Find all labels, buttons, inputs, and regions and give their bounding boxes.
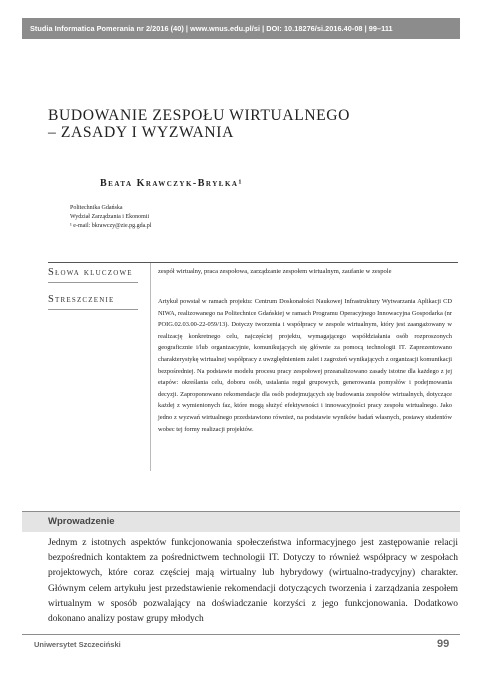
journal-header: Studia Informatica Pomerania nr 2/2016 (40) | www.wnus.edu.pl/si | DOI: 10.18276/si.2016.40-08 | 99–111 — [22, 18, 460, 39]
abstract-label-rule — [48, 309, 138, 310]
section-body-text: Jednym z istotnych aspektów funkcjonowania społeczeństwa informacyjnego jest zastępowanie relacji bezpośrednich kontaktem za pośrednictwem technologii IT. Dotyczy to również współpracy w zespołach projektowych, które coraz częściej mają wirtualny lub hybrydowy (wirtualno-tradycyjny) charakter. Głównym celem artykułu jest przedstawienie rekomendacji dotyczących tworzenia i zarządzania zespołem wirtualnym w sposób pozwalający na doświadczanie korzyści z jego funkcjonowania. Dodatkowo dokonano analizy postaw grupy młodych — [48, 538, 458, 625]
column-divider — [150, 263, 151, 471]
keywords-label-rule — [48, 282, 138, 283]
affiliation-faculty: Wydział Zarządzania i Ekonomii — [70, 214, 150, 220]
section-title: Wprowadzenie — [48, 516, 115, 527]
keywords-top-rule — [48, 262, 458, 263]
article-title-line-2: – ZASADY I WYZWANIA — [48, 124, 234, 141]
affiliation-university: Politechnika Gdańska — [70, 205, 123, 211]
keywords-text: zespół wirtualny, praca zespołowa, zarządzanie zespołem wirtualnym, zaufanie w zespole — [158, 268, 392, 275]
footer-rule — [22, 634, 460, 635]
affiliation-email: ¹ e-mail: bkrawczy@zie.pg.gda.pl — [70, 223, 152, 229]
keywords-label: Słowa kluczowe — [48, 267, 133, 278]
footer-publisher: Uniwersytet Szczeciński — [34, 640, 121, 649]
author-name: Beata Krawczyk-Bryłka¹ — [100, 178, 243, 189]
abstract-text: Artykuł powstał w ramach projektu: Centrum Doskonałości Naukowej Infrastruktury Wytwarzania Aplikacji CD NIWA, realizowanego na Politechnice Gdańskiej w ramach Programu Operacyjnego Innowacyjna Gospodarka (nr POIG.02.03.00-22-059/13). Dotyczy tworzenia i współpracy w zespole wirtualnym, który jest zaangażowany w realizację konkretnego celu, najczęściej projektu, wymagającego współdziałania osób rozproszonych geograficznie i/lub organizacyjnie, komunikujących się głównie za pomocą technologii IT. Zaprezentowano charakterystykę wirtualnej współpracy z uwzględnieniem zalet i zagrożeń wynikających z organizacji komunikacji bezpośredniej. Na podstawie modelu procesu pracy zespołowej przeanalizowano zasady istotne dla każdego z jej etapów: określania celu, doboru osób, ustalania reguł grupowych, generowania pomysłów i podejmowania decyzji. Zaproponowano rekomendacje dla osób podejmujących się budowania zespołów wirtualnych, dotyczące każdej z wymienionych faz, które mogą służyć efektywności i innowacyjności pracy zespołu wirtualnego. Jako jedno z wyzwań wirtualnego przedstawiono również, na podstawie wyników badań własnych, postawy studentów wobec tej formy realizacji projektów. — [158, 298, 452, 433]
article-title-line-1: BUDOWANIE ZESPOŁU WIRTUALNEGO — [48, 107, 351, 124]
page-number: 99 — [437, 638, 450, 650]
abstract-label: Streszczenie — [48, 294, 115, 305]
